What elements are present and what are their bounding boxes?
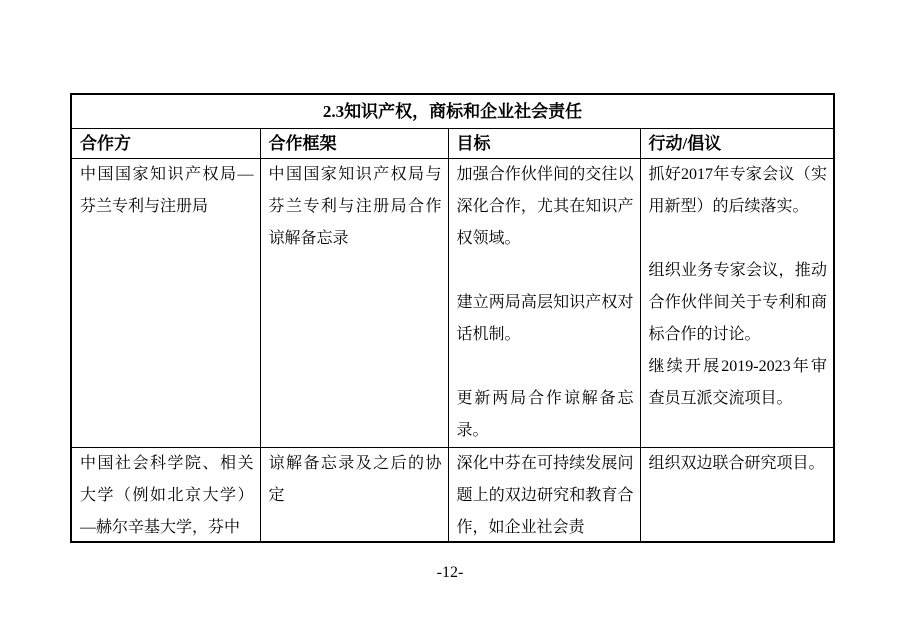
cell-actions [640,448,834,543]
action-item: 组织双边联合研究项目。 [648,455,825,472]
action-item: 抓好2017年专家会议（实用新型）的后续落实。 [648,166,827,215]
cell-framework [260,159,448,448]
cell-framework [260,448,448,543]
table-row [71,159,834,448]
goal-item: 深化中芬在可持续发展问题上的双边研究和教育合作，如企业社会责 [456,455,634,536]
section-title: 2.3知识产权，商标和企业社会责任 [71,94,834,129]
goal-item: 加强合作伙伴间的交往以深化合作，尤其在知识产权领域。 [456,166,634,247]
cooperation-table [70,93,835,543]
cell-partner [71,448,260,543]
clipped-cell-content [269,448,442,540]
goal-item: 更新两局合作谅解备忘录。 [456,390,634,439]
action-item: 组织业务专家会议，推动合作伙伴间关于专利和商标合作的讨论。 [648,262,827,343]
goal-item: 建立两局高层知识产权对话机制。 [456,294,634,343]
table-header-row [71,129,834,159]
cell-actions [640,159,834,448]
column-header-goals: 目标 [448,129,640,159]
clipped-cell-content [649,448,828,540]
action-item: 继续开展2019-2023年审查员互派交流项目。 [648,358,827,407]
partner-text: 中国国家知识产权局—芬兰专利与注册局 [80,166,254,215]
column-header-actions: 行动/倡议 [640,129,834,159]
page-number: -12- [436,564,464,581]
clipped-cell-content [80,448,254,540]
framework-text: 谅解备忘录及之后的协定 [268,455,442,504]
column-header-framework: 合作框架 [260,129,448,159]
clipped-cell-content [457,448,634,540]
partner-text: 中国社会科学院、相关大学（例如北京大学）—赫尔辛基大学，芬中 [80,455,254,536]
framework-text: 中国国家知识产权局与芬兰专利与注册局合作谅解备忘录 [268,166,442,247]
table-title-row [71,94,834,129]
column-header-partner: 合作方 [71,129,260,159]
cell-goals [448,448,640,543]
cell-goals [448,159,640,448]
cell-partner [71,159,260,448]
table-row [71,448,834,543]
